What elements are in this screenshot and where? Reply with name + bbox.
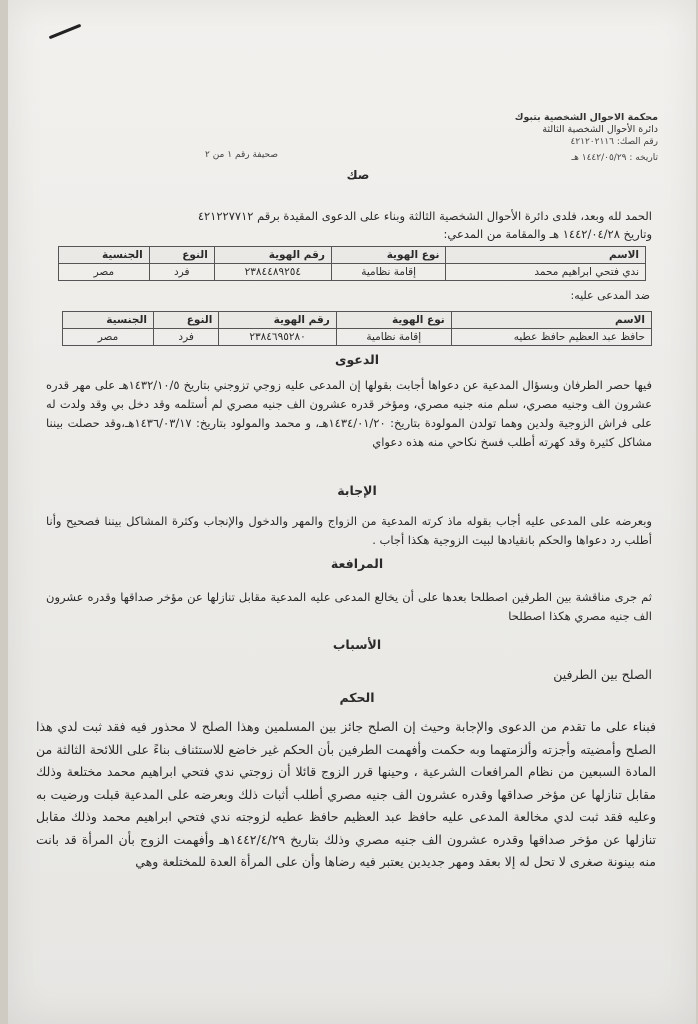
defendant-table bbox=[62, 311, 652, 346]
claim-heading: الدعوى bbox=[334, 352, 380, 367]
circuit-name: دائرة الأحوال الشخصية الثالثة bbox=[542, 124, 658, 135]
intro-line-1: الحمد لله وبعد، فلدى دائرة الأحوال الشخصية الثالثة وبناء على الدعوى المقيدة برقم ٤٢١٢٢٧٧١٢ bbox=[197, 209, 652, 223]
answer-heading: الإجابة bbox=[337, 483, 377, 498]
defendant-label: ضد المدعى عليه: bbox=[570, 289, 650, 302]
plaintiff-kind: فرد bbox=[149, 264, 214, 281]
reasons-text: الصلح بين الطرفين bbox=[553, 667, 652, 682]
col-nationality: الجنسية bbox=[59, 247, 150, 264]
deed-title: صك bbox=[346, 168, 370, 182]
col-id-number: رقم الهوية bbox=[214, 247, 331, 264]
table-header-row bbox=[63, 312, 652, 329]
court-name: محكمة الاحوال الشخصية بتبوك bbox=[514, 112, 658, 123]
defendant-id-type: إقامة نظامية bbox=[336, 329, 451, 346]
table-row bbox=[63, 329, 652, 346]
reasons-heading: الأسباب bbox=[332, 637, 382, 652]
defendant-id-number: ٢٣٨٤٦٩٥٢٨٠ bbox=[219, 329, 337, 346]
table-row bbox=[59, 264, 646, 281]
plaintiff-name: ندي فتحي ابراهيم محمد bbox=[446, 264, 646, 281]
court-header bbox=[478, 112, 658, 164]
defendant-kind: فرد bbox=[154, 329, 219, 346]
pleading-text: ثم جرى مناقشة بين الطرفين اصطلحا بعدها على أن يخالع المدعى عليه المدعية مقابل تنازلها عن مؤخر صداقها وقدره عشرون الف جنيه مصري هكذا اصطلحا bbox=[46, 590, 652, 623]
col-name: الاسم bbox=[446, 247, 646, 264]
page-info: صحيفة رقم ١ من ٢ bbox=[205, 150, 278, 160]
plaintiff-table bbox=[58, 246, 646, 281]
plaintiff-id-number: ٢٣٨٤٤٨٩٢٥٤ bbox=[214, 264, 331, 281]
document-page bbox=[8, 0, 696, 1024]
ruling-heading: الحكم bbox=[339, 690, 375, 705]
col-kind: النوع bbox=[154, 312, 219, 329]
pen-mark bbox=[49, 24, 82, 40]
col-id-type: نوع الهوية bbox=[331, 247, 446, 264]
ruling-text: فبناء على ما تقدم من الدعوى والإجابة وحيث إن الصلح جائز بين المسلمين وهذا الصلح لا محذور فيه فقد ثبت لدي هذا الصلح وأمضيته وأجزته وألزمتهما وبه حكمت وأفهمت الطرفين بأن الحكم غير خاضع للاستئناف بناءً على اللائحة الثالثة من المادة السبعين من نظام المرافعات الشرعية ، وحينها قرر الزوج قائلا أن زوجتي ندي فتحي ابراهيم محمد مختلعة وذلك مقابل تنازلها عن مؤخر صداقها وقدره عشرون الف جنيه مصري أطلب أثبات ذلك وبعرضه على المدعية قبلت ورضيت به وعليه فقد ثبت لدي مخالعة المدعى عليه حافظ عبد العظيم حافظ عطيه لزوجته ندي فتحي ابراهيم محمد وذلك مقابل تنازلها عن مؤخر صداقها وقدره عشرون الف جنيه مصري وذلك بتاريخ ١٤٤٢/٤/٢٩هـ وأفهمت الزوج بأن المرأة قد بانت منه بينونة صغرى لا تحل له إلا بعقد ومهر جديدين يعتبر فيه رضاها وأن على المرأة العدة للمختلعة وهي bbox=[36, 719, 656, 869]
defendant-name: حافظ عبد العظيم حافظ عطيه bbox=[451, 329, 651, 346]
plaintiff-id-type: إقامة نظامية bbox=[331, 264, 446, 281]
col-id-number: رقم الهوية bbox=[219, 312, 337, 329]
deed-date: تاريخه : ١٤٤٢/٠٥/٢٩ هـ bbox=[571, 153, 658, 163]
col-nationality: الجنسية bbox=[63, 312, 154, 329]
claim-text: فيها حصر الطرفان وبسؤال المدعية عن دعواها أجابت بقولها إن المدعى عليه زوجي تزوجني بتاريخ ١٤٣٢/١٠/٥هـ على مهر قدره عشرون الف وجنيه مصري، سلم منه جنيه مصري، ومؤخر قدره عشرون الف جنيه مصري لم أستلمه وقد دخل بي وقد ولدت له على فراش الزوجية ولدين وهما تولدن المولودة بتاريخ: ١٤٣٤/٠١/٢٠هـ، و محمد والمولود بتاريخ: ١٤٣٦/٠٣/١٧هـ،وقد حصلت بيننا مشاكل كثيرة وقد كهرته أطلب فسخ نكاحي منه هذه دعواي bbox=[46, 378, 652, 449]
table-header-row bbox=[59, 247, 646, 264]
plaintiff-nationality: مصر bbox=[59, 264, 150, 281]
col-name: الاسم bbox=[451, 312, 651, 329]
pleading-heading: المرافعة bbox=[330, 556, 384, 571]
col-kind: النوع bbox=[149, 247, 214, 264]
col-id-type: نوع الهوية bbox=[336, 312, 451, 329]
answer-text: وبعرضه على المدعى عليه أجاب بقوله ماذ كرته المدعية من الزواج والمهر والدخول والإنجاب وكثرة المشاكل بيننا فصحيح وأنا أطلب رد دعواها والحكم بانقيادها لبيت الزوجية هكذا أجاب . bbox=[46, 514, 652, 547]
intro-text bbox=[46, 207, 652, 243]
intro-line-2: وتاريخ ١٤٤٢/٠٤/٢٨ هـ والمقامة من المدعي: bbox=[443, 227, 652, 241]
deed-number: رقم الصك: ٤٢١٢٠٢١١٦ bbox=[570, 137, 658, 147]
defendant-nationality: مصر bbox=[63, 329, 154, 346]
